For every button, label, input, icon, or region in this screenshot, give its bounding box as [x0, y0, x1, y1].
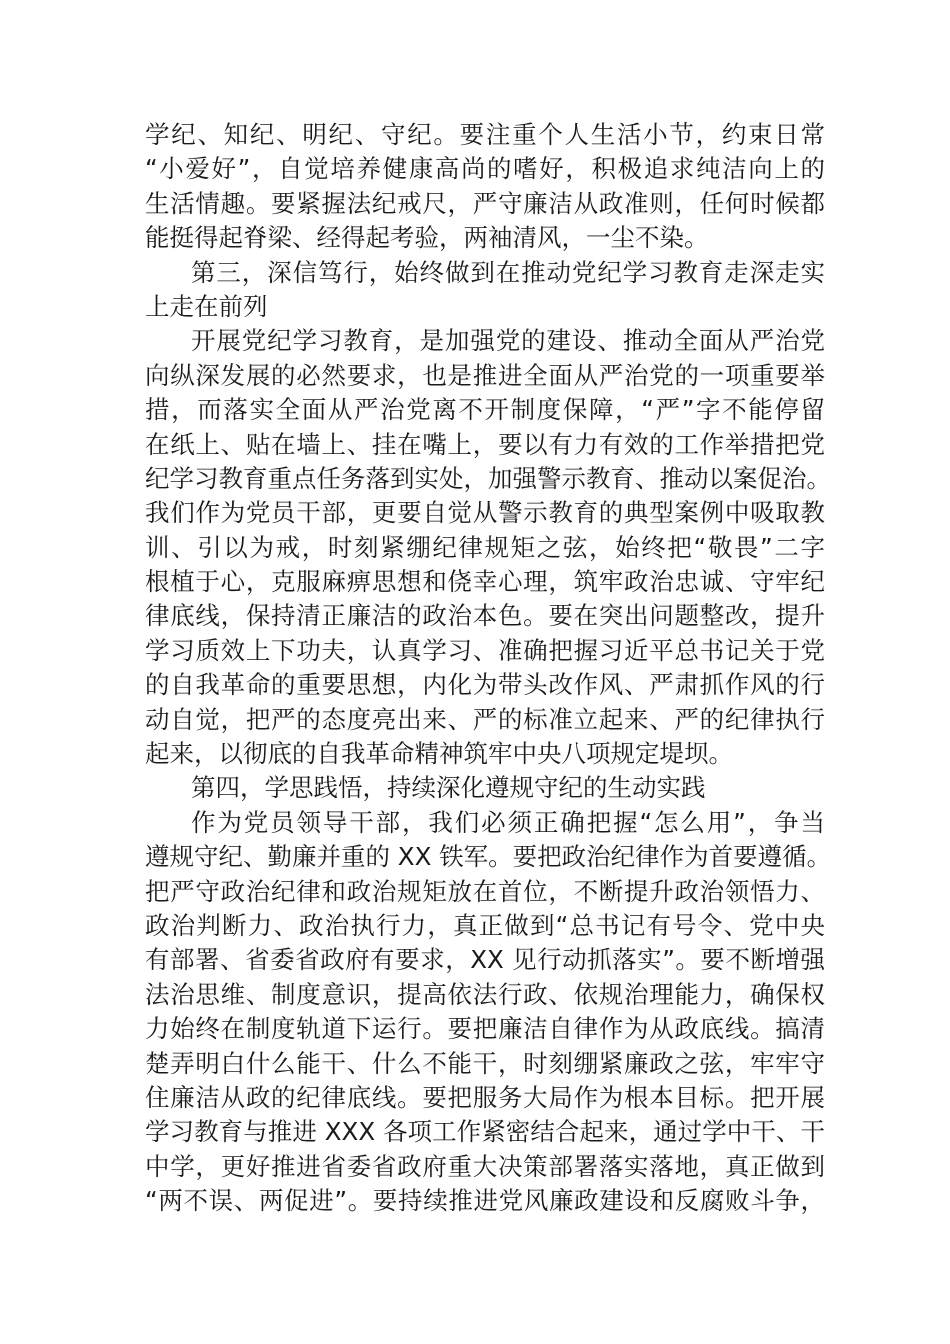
text-line: 遵规守纪、勤廉并重的 XX 铁军。要把政治纪律作为首要遵循。 [145, 842, 832, 872]
paragraph [145, 324, 831, 771]
text-line: 训、引以为戒，时刻紧绷纪律规矩之弦，始终把“敬畏”二字 [145, 532, 825, 562]
text-line: 在纸上、贴在墙上、挂在嘴上，要以有力有效的工作举措把党 [145, 429, 825, 459]
text-line: 学习质效上下功夫，认真学习、准确把握习近平总书记关于党 [145, 635, 825, 665]
text-line: 向纵深发展的必然要求，也是推进全面从严治党的一项重要举 [145, 360, 825, 390]
document-body [145, 118, 832, 1219]
text-line: 政治判断力、政治执行力，真正做到“总书记有号令、党中央 [145, 910, 825, 940]
section-heading [145, 256, 825, 325]
text-line: 能挺得起脊梁、经得起考验，两袖清风，一尘不染。 [145, 223, 709, 253]
text-line: 开展党纪学习教育，是加强党的建设、推动全面从严治党 [191, 326, 825, 356]
text-line: 起来，以彻底的自我革命精神筑牢中央八项规定堤坝。 [145, 739, 733, 769]
text-line: 学纪、知纪、明纪、守纪。要注重个人生活小节，约束日常 [145, 120, 825, 149]
text-line: 有部署、省委省政府有要求，XX 见行动抓落实”。要不断增强 [145, 945, 825, 975]
text-line: 第三，深信笃行，始终做到在推动党纪学习教育走深走实 [191, 257, 825, 287]
text-line: 住廉洁从政的纪律底线。要把服务大局作为根本目标。把开展 [145, 1082, 825, 1112]
text-line: 律底线，保持清正廉洁的政治本色。要在突出问题整改，提升 [145, 601, 825, 631]
text-line: 纪学习教育重点任务落到实处，加强警示教育、推动以案促治。 [145, 463, 831, 493]
text-line: 上走在前列 [145, 291, 268, 321]
text-line: 法治思维、制度意识，提高依法行政、依规治理能力，确保权 [145, 979, 825, 1009]
text-line: 的自我革命的重要思想，内化为带头改作风、严肃抓作风的行 [145, 670, 825, 700]
text-line: 动自觉，把严的态度亮出来、严的标准立起来、严的纪律执行 [145, 704, 825, 734]
text-line: 作为党员领导干部，我们必须正确把握“怎么用”，争当 [191, 807, 825, 837]
text-line: 我们作为党员干部，更要自觉从警示教育的典型案例中吸取教 [145, 498, 825, 528]
text-line: 措，而落实全面从严治党离不开制度保障，“严”字不能停留 [145, 395, 825, 425]
text-line: “两不误、两促进”。要持续推进党风廉政建设和反腐败斗争， [145, 1186, 825, 1216]
text-line: 生活情趣。要紧握法纪戒尺，严守廉洁从政准则，任何时候都 [145, 188, 825, 218]
paragraph [145, 806, 832, 1219]
text-line: 楚弄明白什么能干、什么不能干，时刻绷紧廉政之弦，牢牢守 [145, 1048, 825, 1078]
text-line: 把严守政治纪律和政治规矩放在首位，不断提升政治领悟力、 [145, 876, 825, 906]
section-heading [145, 771, 825, 805]
text-line: 中学，更好推进省委省政府重大决策部署落实落地，真正做到 [145, 1151, 825, 1181]
text-line: 力始终在制度轨道下运行。要把廉洁自律作为从政底线。搞清 [145, 1014, 825, 1044]
text-line: 学习教育与推进 XXX 各项工作紧密结合起来，通过学中干、干 [145, 1117, 825, 1147]
paragraph [145, 118, 825, 256]
text-line: 第四，学思践悟，持续深化遵规守纪的生动实践 [191, 773, 706, 803]
text-line: “小爱好”，自觉培养健康高尚的嗜好，积极追求纯洁向上的 [145, 154, 825, 184]
text-line: 根植于心，克服麻痹思想和侥幸心理，筑牢政治忠诚、守牢纪 [145, 567, 825, 597]
